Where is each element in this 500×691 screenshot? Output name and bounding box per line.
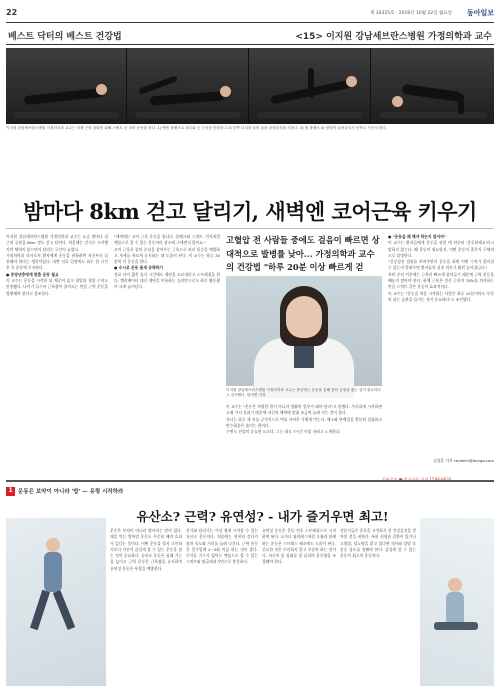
paragraph: 특히 중년 이후에는 근육이 빠르게 줄어들기 때문에 근력 운동을 빼놓지 말아야 한다. 하체 근육은 전신 근육의 70%를 차지하는 만큼 스쿼트 같은 운동이 효과적이다. (388, 271, 494, 290)
byline: 김상훈 기자 corekim@donga.com (433, 458, 494, 463)
headline-rule (6, 228, 494, 229)
bottom-column-2 (186, 528, 258, 566)
paragraph: 이 교수는 운동을 시작한 뒤 체중이 줄고 혈압과 혈당 수치도 안정됐다. 나이가 들수록 근육량이 줄어드는 만큼 근력 운동을 병행해야 한다고 강조한다. (6, 278, 108, 296)
pull-quote: 고혈압 전 사람들 중에도 걸음이 빠르면 상대적으로 발병률 낮아... 가정의학과 교수의 건강법 "하루 20분 이상 빠르게 걷 (226, 235, 380, 272)
paragraph: "건강검진 결과를 보여주면서 운동을 하면 어떤 수치가 좋아질 수 있는지 알려주면 환자들의 실천 의지가 훨씬 높아집니다." (388, 259, 494, 271)
portrait-caption: 이지원 강남세브란스병원 가정의학과 교수는 중년에는 운동을 통해 몸의 균형을 잡는 것이 중요하다고 강조했다. 원대연 기자 (226, 388, 381, 397)
issue-line: 제 30325호 · 2018년 10월 22일 월요일 (369, 11, 452, 16)
series-title: <15> 이지원 강남세브란스병원 가정의학과 교수 (295, 32, 492, 42)
page-number: 22 (6, 8, 18, 17)
article-column-2 (114, 234, 220, 291)
paragraph: "새벽에는 코어 근육 운동을 합니다. 플랭크와 스쿼트, 런지처럼 맨몸으로 할 수 있는 운동이라 장소에 구애받지 않아요." (114, 234, 220, 246)
paragraph: 이 교수는 "운동을 처음 시작하는 사람은 하루 10분이라도 꾸준히 하는 습관을 들이는 것이 중요하다"고 조언했다. (388, 290, 494, 302)
kicker-number: 1 (8, 487, 13, 494)
illustration-runner (6, 518, 106, 686)
bottom-column-3 (262, 528, 336, 566)
paragraph: 수면도 건강의 중요한 요소다. 그는 하루 7시간 이상 자려고 노력한다. (226, 429, 341, 435)
article-column-3 (226, 404, 382, 435)
paragraph: 걷기와 달리기는 가장 쉽게 시작할 수 있는 유산소 운동이다. 처음에는 천천히 걷다가 점차 속도와 거리를 늘려 나간다. 근력 운동은 일주일에 2~3회 이상 하는 것이 좋다. 무거운 기구가 없어도 맨몸으로 할 수 있는 스쿼트와 팔굽혀펴기만으로 충분하다. (186, 528, 258, 565)
article-column-4 (388, 234, 494, 303)
page-header (6, 6, 494, 22)
paragraph: 이지원 강남세브란스병원 가정의학과 교수는 요즘 밤마다 집 근처 공원을 8km 정도 걷고 달린다. 처음에는 걷기로 시작했지만 체력이 붙으면서 달리는 구간이 늘었다. (6, 234, 108, 252)
bottom-column-4 (340, 528, 416, 559)
newspaper-brand: 동아일보 (466, 9, 494, 17)
article-column-1 (6, 234, 108, 297)
section-title: 베스트 닥터의 베스트 건강법 (8, 32, 122, 42)
paragraph: 이 교수는 환자들에게 운동을 권할 때 단순히 '운동하세요'라고 말하지 않는다. 왜 운동이 필요한지, 어떤 운동이 좋은지 구체적으로 설명한다. (388, 240, 494, 258)
exercise-photo-strip (6, 48, 494, 124)
paragraph: 식사는 하루 세 끼를 규칙적으로 먹되 저녁은 가볍게 먹는다. 채소와 단백질을 충분히 섭취하고 탄수화물은 줄이는 편이다. (226, 416, 382, 428)
paragraph: 진료 사이 짧은 휴식 시간에도 계단을 오르내리고 스트레칭을 한다. 엘리베이터 대신 계단을 이용하는 습관만으로도 하루 활동량이 크게 늘어난다. (114, 271, 220, 290)
exercise-photo-1 (6, 48, 127, 124)
subheading: ● "운동을 왜 해야 하는지 알아야" (388, 234, 446, 239)
subscription-ad[interactable] (382, 466, 494, 476)
exercise-photo-2 (128, 48, 249, 124)
section-bar (6, 26, 494, 44)
kicker-text: 운동은 보약이 아니라 '밥' — 유형 시작하라 (18, 489, 124, 495)
exercise-photo-4 (372, 48, 494, 124)
paragraph: 운동은 보약이 아니라 밥이라는 말이 있다. 매일 먹는 밥처럼 운동도 꾸준히 해야 효과가 있다는 뜻이다. 어떤 운동을 할지 고민하기보다 자신이 즐겁게 할 수 있는 운동을 찾는 것이 중요하다. 유산소 운동은 심폐 기능을 높이고 근력 운동은 근육량을 유지하며 유연성 운동은 부상을 예방한다. (110, 528, 182, 571)
bottom-column-1 (110, 528, 182, 572)
subheading: ● 중장년층에게 맞춤 운동 필요 (6, 271, 59, 277)
paragraph: 유연성 운동은 운동 전후 스트레칭으로 시작하면 된다. 요가나 필라테스처럼 호흡과 함께 하는 운동은 스트레스 해소에도 도움이 된다. 중요한 것은 무리하지 않고 꾸준히 하는 것이다. 자신의 몸 상태를 잘 살피며 운동량을 조절해야 한다. (262, 528, 336, 565)
paragraph: 코어 근육은 몸의 중심을 잡아주는 근육으로 허리 통증을 예방하고 자세를 바르게 유지하는 데 도움이 된다. 이 교수는 하루 30분씩 이 운동을 한다. (114, 246, 220, 265)
article-headline: 밤마다 8km 걷고 달리기, 새벽엔 코어근육 키우기 (23, 199, 477, 224)
illustration-stretch (420, 518, 494, 686)
subheading: ● 수시로 운동 틈새 공략하기 (114, 265, 163, 271)
bottom-kicker (6, 485, 206, 497)
photo-caption: 이지원 강남세브란스병원 가정의학과 교수는 하체 근력 강화를 위해 스쿼트 등 코어 운동을 한다. 1) 맨몸 플랭크로 복부와 등 근육을 단련하고 2) 한쪽 다리를 들어 올려 균형감각을 키운다. 3) 옆 플랭크 4) 엉덩이 들어올리기 동작도 꾸준히 한다. (6, 126, 388, 130)
bottom-headline: 유산소? 근력? 유연성? - 내가 즐거우면 최고! (136, 509, 389, 524)
section-divider (6, 480, 494, 482)
paragraph: 전문가들은 운동을 시작하기 전 건강검진을 받아볼 것을 권한다. 특히 심혈관 질환이 있거나 고혈압, 당뇨병을 앓고 있다면 의사와 상담 후 운동 강도를 정해야 한다. 즐겁게 할 수 있는 운동이 최고의 운동이다. (340, 528, 416, 559)
exercise-photo-3 (250, 48, 371, 124)
paragraph: 가정의학과 의사로서 환자에게 운동을 권하려면 자신부터 실천해야 한다는 생각이었다. 바쁜 진료 일정에도 하루 한 시간은 꼭 운동에 투자한다. (6, 252, 108, 271)
header-rule (6, 22, 494, 23)
section-rule (6, 44, 494, 45)
doctor-portrait (226, 276, 382, 386)
paragraph: 이 교수는 "운동은 특별한 일이 아니라 생활의 일부가 돼야 한다"고 말했다. 무리하게 시작하면 오래 가지 못하기 때문에 자신의 체력에 맞춰 조금씩 늘려 가는 것이 좋다. (226, 404, 382, 416)
